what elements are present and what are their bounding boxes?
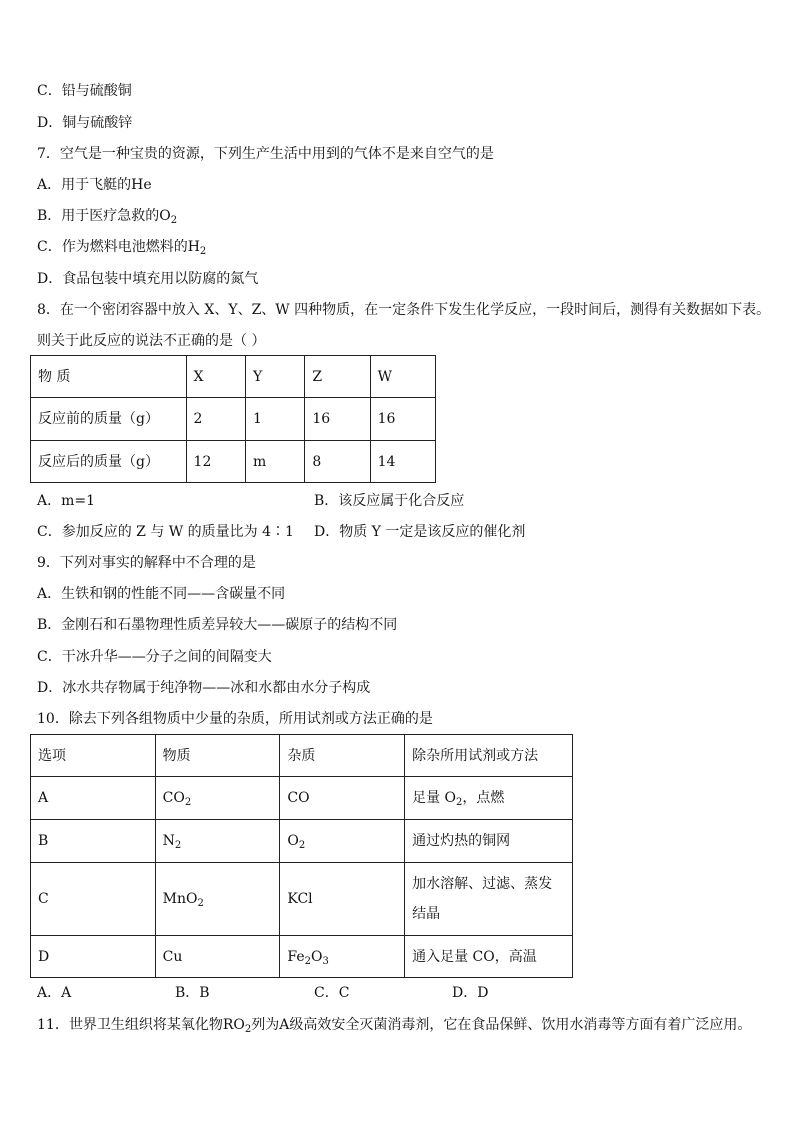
- table-cell: 14: [370, 441, 435, 483]
- q9-option-d: D．冰水共存物属于纯净物——冰和水都由水分子构成: [37, 680, 371, 696]
- table-cell: KCl: [280, 863, 405, 936]
- table-cell: 通入足量 CO，高温: [405, 936, 573, 978]
- table-cell: 足量 $O_2$，点燃: [405, 777, 573, 820]
- q9-option-a: A．生铁和钢的性能不同——含碳量不同: [37, 586, 286, 602]
- q7-option-d: D．食品包装中填充用以防腐的氮气: [37, 271, 259, 287]
- table-cell: C: [31, 863, 156, 936]
- q7-option-a: A．用于飞艇的He: [37, 177, 152, 193]
- table-row: [31, 398, 436, 441]
- question-9: 9．下列对事实的解释中不合理的是: [37, 555, 256, 571]
- table-cell: 反应前的质量（g）: [31, 398, 187, 441]
- table-header-cell: Y: [245, 356, 304, 398]
- table-header-cell: X: [186, 356, 245, 398]
- table-cell: $N_2$: [155, 820, 280, 863]
- q9-option-c: C．干冰升华——分子之间的间隔变大: [37, 649, 272, 665]
- question-11: 11．世界卫生组织将某氧化物$RO_2$列为A级高效安全灭菌消毒剂，它在食品保鲜、饮用水消毒等方面有着广泛应用。: [37, 1017, 752, 1035]
- table-cell: 反应后的质量（g）: [31, 441, 187, 483]
- table-row: [31, 735, 573, 777]
- q10-choice-a: A．A: [37, 985, 72, 1001]
- q7-option-c: C．作为燃料电池燃料的$H_2$: [37, 239, 207, 257]
- table-header-cell: 物 质: [31, 356, 187, 398]
- table-cell: 16: [305, 398, 370, 441]
- table-cell: $O_2$: [280, 820, 405, 863]
- question-7: 7．空气是一种宝贵的资源，下列生产生活中用到的气体不是来自空气的是: [37, 146, 494, 162]
- table-cell: 12: [186, 441, 245, 483]
- table-header-cell: 杂质: [280, 735, 405, 777]
- table-cell: $CO_2$: [155, 777, 280, 820]
- table-cell: 加水溶解、过滤、蒸发结晶: [405, 863, 573, 936]
- q10-options-table: [30, 734, 573, 978]
- question-10: 10．除去下列各组物质中少量的杂质，所用试剂或方法正确的是: [37, 711, 433, 727]
- table-row: [31, 777, 573, 820]
- option-c-lead-copper-sulfate: C．铅与硫酸铜: [37, 83, 132, 99]
- table-row: [31, 441, 436, 483]
- question-8-line-1: 8．在一个密闭容器中放入 X、Y、Z、W 四种物质，在一定条件下发生化学反应，一段时间后，测得有关数据如下表。: [37, 302, 771, 318]
- table-row: [31, 356, 436, 398]
- table-header-cell: Z: [305, 356, 370, 398]
- q8-data-table: [30, 355, 436, 483]
- q9-option-b: B．金刚石和石墨物理性质差异较大——碳原子的结构不同: [37, 617, 398, 633]
- table-header-cell: 除杂所用试剂或方法: [405, 735, 573, 777]
- table-header-cell: 物质: [155, 735, 280, 777]
- q8-option-b: B．该反应属于化合反应: [314, 493, 465, 509]
- table-cell: m: [245, 441, 304, 483]
- q8-option-c: C．参加反应的 Z 与 W 的质量比为 4∶1: [37, 524, 294, 540]
- option-d-copper-zinc-sulfate: D．铜与硫酸锌: [37, 115, 133, 131]
- table-row: [31, 863, 573, 936]
- table-cell: 通过灼热的铜网: [405, 820, 573, 863]
- q10-choice-b: B．B: [175, 985, 210, 1001]
- table-cell: 16: [370, 398, 435, 441]
- table-row: [31, 820, 573, 863]
- q10-choice-c: C．C: [314, 985, 350, 1001]
- table-row: [31, 936, 573, 978]
- table-cell: Cu: [155, 936, 280, 978]
- q10-choice-d: D．D: [452, 985, 489, 1001]
- table-cell: A: [31, 777, 156, 820]
- table-cell: 8: [305, 441, 370, 483]
- q7-option-b: B．用于医疗急救的$O_2$: [37, 208, 178, 226]
- table-cell: D: [31, 936, 156, 978]
- question-8-line-2: 则关于此反应的说法不正确的是（ ）: [37, 333, 266, 349]
- table-cell: MnO$_2$: [155, 863, 280, 936]
- q8-option-d: D．物质 Y 一定是该反应的催化剂: [314, 524, 526, 540]
- table-cell: CO: [280, 777, 405, 820]
- table-cell: $Fe_2O_3$: [280, 936, 405, 978]
- table-cell: 2: [186, 398, 245, 441]
- table-cell: 1: [245, 398, 304, 441]
- table-header-cell: W: [370, 356, 435, 398]
- table-cell: B: [31, 820, 156, 863]
- q8-option-a: A．m=1: [37, 493, 96, 509]
- table-header-cell: 选项: [31, 735, 156, 777]
